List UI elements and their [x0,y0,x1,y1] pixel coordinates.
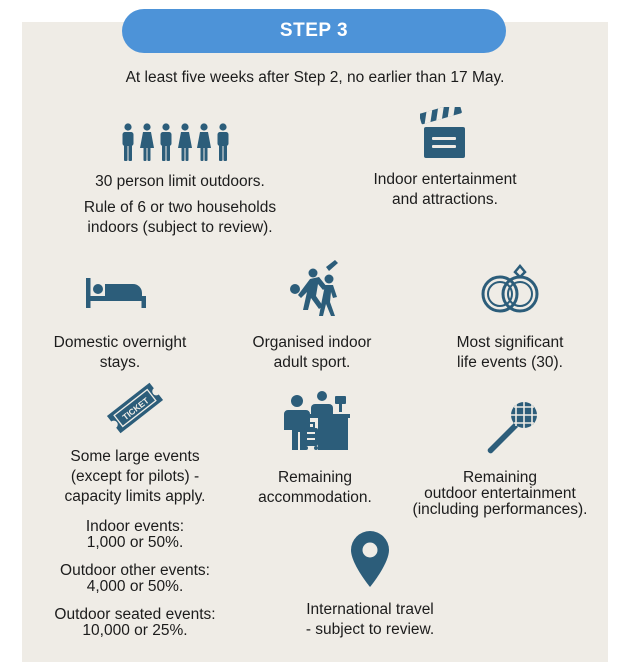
international-travel-text-2: - subject to review. [305,621,435,638]
indoor-sport-text-2: adult sport. [273,354,351,371]
step-title: STEP 3 [279,20,349,41]
indoor-events-label: Indoor events: [85,518,185,535]
clapperboard-icon [420,107,468,159]
people-group-icon [121,123,235,163]
large-events-text-3: capacity limits apply. [64,488,206,505]
rule-of-six-text: Rule of 6 or two households [83,199,277,216]
sport-players-icon [286,259,344,319]
large-events-text-2: (except for pilots) - [70,468,200,485]
overnight-stays-text-2: stays. [99,354,141,371]
step-subtitle: At least five weeks after Step 2, no earlier than 17 May. [125,69,505,86]
indoor-entertainment-text-2: and attractions. [392,191,498,208]
microphone-icon [484,399,542,457]
outdoor-entertainment-text-3: (including performances). [412,501,588,518]
life-events-text-2: life events (30). [457,354,563,371]
large-events-text: Some large events [70,448,200,465]
outdoor-seated-events-label: Outdoor seated events: [54,606,216,623]
accommodation-text-2: accommodation. [258,489,372,506]
ticket-icon-label: TICKET [120,395,151,423]
outdoor-seated-events-value: 10,000 or 25%. [82,622,188,639]
rule-of-six-text-2: indoors (subject to review). [87,219,273,236]
indoor-sport-text: Organised indoor [252,334,372,351]
accommodation-text: Remaining [277,469,353,486]
outdoor-entertainment-text: Remaining [462,469,538,486]
bed-icon [86,278,146,308]
location-pin-icon [351,531,389,587]
indoor-events-value: 1,000 or 50%. [86,534,184,551]
ticket-icon [104,379,166,437]
wedding-rings-icon [478,262,542,314]
outdoor-other-events-label: Outdoor other events: [60,562,210,579]
step-header [122,9,506,53]
outdoor-entertainment-text-2: outdoor entertainment [424,485,576,502]
outdoor-other-events-value: 4,000 or 50%. [86,578,184,595]
reception-desk-icon [280,390,350,452]
international-travel-text: International travel [306,601,434,618]
outdoor-limit-text: 30 person limit outdoors. [95,173,265,190]
overnight-stays-text: Domestic overnight [53,334,187,351]
indoor-entertainment-text: Indoor entertainment [373,171,517,188]
life-events-text: Most significant [456,334,564,351]
